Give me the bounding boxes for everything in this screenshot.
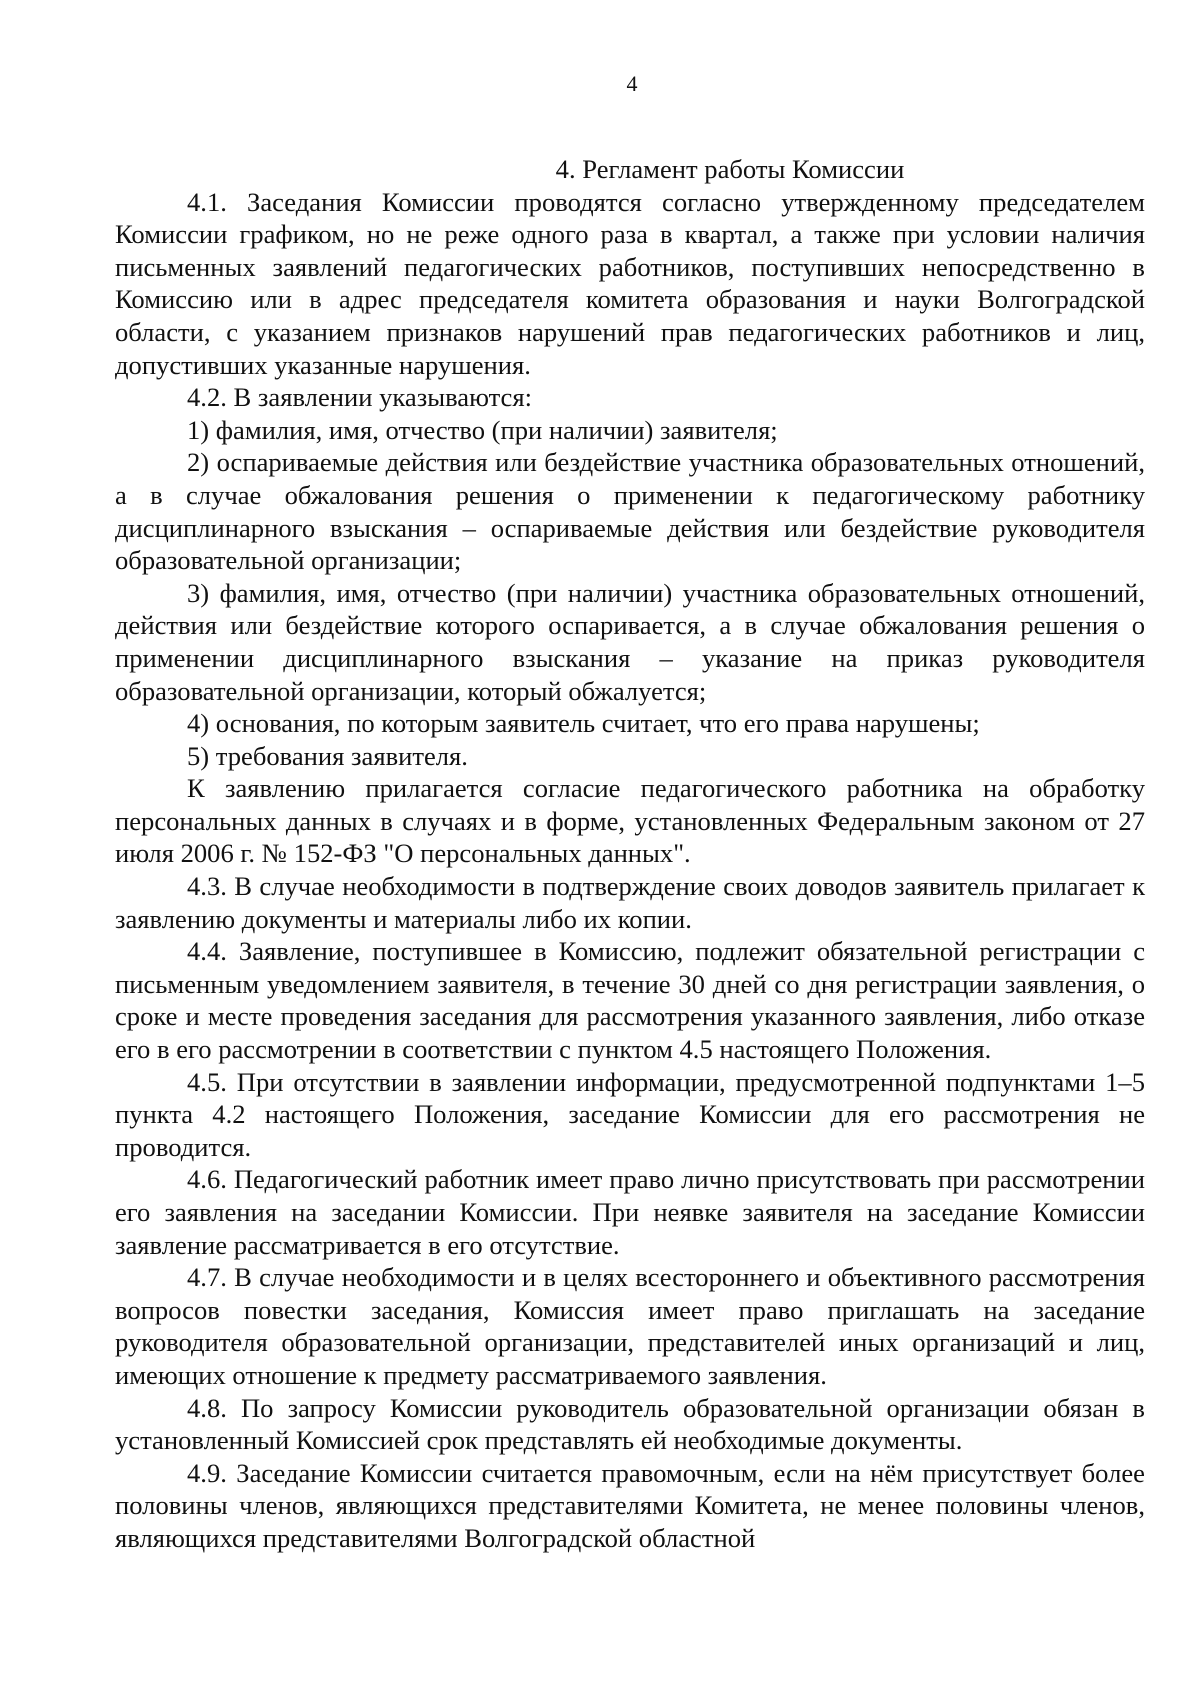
list-item-1: 1) фамилия, имя, отчество (при наличии) заявителя;	[187, 414, 778, 445]
paragraph-4-5: 4.5. При отсутствии в заявлении информации, предусмотренной подпунктами 1–5 пункта 4.2 настоящего Положения, заседание Комиссии для его рассмотрения не проводится.	[115, 1066, 1145, 1162]
list-item-2: 2) оспариваемые действия или бездействие участника образовательных отношений, а в случае обжалования решения о применении к педагогическому работнику дисциплинарного взыскания – оспариваемые действия или бездействие руководителя образовательной организации;	[115, 447, 1145, 576]
paragraph-4-8: 4.8. По запросу Комиссии руководитель образовательной организации обязан в установленный Комиссией срок представлять ей необходимые документы.	[115, 1392, 1145, 1456]
page-number: 4	[626, 71, 638, 96]
paragraph-4-6: 4.6. Педагогический работник имеет право лично присутствовать при рассмотрении его заявления на заседании Комиссии. При неявке заявителя на заседание Комиссии заявление рассматривается в его отсутствие.	[115, 1164, 1145, 1260]
paragraph-4-3: 4.3. В случае необходимости в подтверждение своих доводов заявитель прилагает к заявлению документы и материалы либо их копии.	[115, 871, 1145, 934]
list-item-3: 3) фамилия, имя, отчество (при наличии) участника образовательных отношений, действия или бездействие которого оспаривается, а в случае обжалования решения о применении дисциплинарного взыскания – указание на приказ руководителя образовательной организации, который обжалуется;	[115, 577, 1145, 706]
paragraph-4-7: 4.7. В случае необходимости и в целях всестороннего и объективного рассмотрения вопросов повестки заседания, Комиссия имеет право приглашать на заседание руководителя образовательной организации, представителей иных организаций и лиц, имеющих отношение к предмету рассматриваемого заявления.	[115, 1262, 1145, 1390]
paragraph-4-1: 4.1. Заседания Комиссии проводятся согласно утвержденному председателем Комиссии графиком, но не реже одного раза в квартал, а также при условии наличия письменных заявлений педагогических работников, поступивших непосредственно в Комиссию или в адрес председателя комитета образования и науки Волгоградской области, с указанием признаков нарушений прав педагогических работников и лиц, допустивших указанные нарушения.	[115, 186, 1145, 380]
list-item-4: 4) основания, по которым заявитель считает, что его права нарушены;	[187, 708, 980, 739]
document-body	[115, 153, 1145, 1555]
section-title: 4. Регламент работы Комиссии	[555, 154, 905, 184]
paragraph-4-4: 4.4. Заявление, поступившее в Комиссию, подлежит обязательной регистрации с письменным уведомлением заявителя, в течение 30 дней со дня регистрации заявления, о сроке и месте проведения заседания для рассмотрения указанного заявления, либо отказе его в его рассмотрении в соответствии с пунктом 4.5 настоящего Положения.	[115, 936, 1145, 1065]
paragraph-4-2: 4.2. В заявлении указываются:	[187, 382, 532, 413]
list-item-5: 5) требования заявителя.	[187, 740, 468, 771]
paragraph-consent: К заявлению прилагается согласие педагогического работника на обработку персональных данных в случаях и в форме, установленных Федеральным законом от 27 июля 2006 г. № 152-ФЗ "О персональных данных".	[115, 773, 1145, 869]
paragraph-4-9: 4.9. Заседание Комиссии считается правомочным, если на нём присутствует более половины членов, являющихся представителями Комитета, не менее половины членов, являющихся представителями Волгоградской областной	[115, 1457, 1145, 1553]
